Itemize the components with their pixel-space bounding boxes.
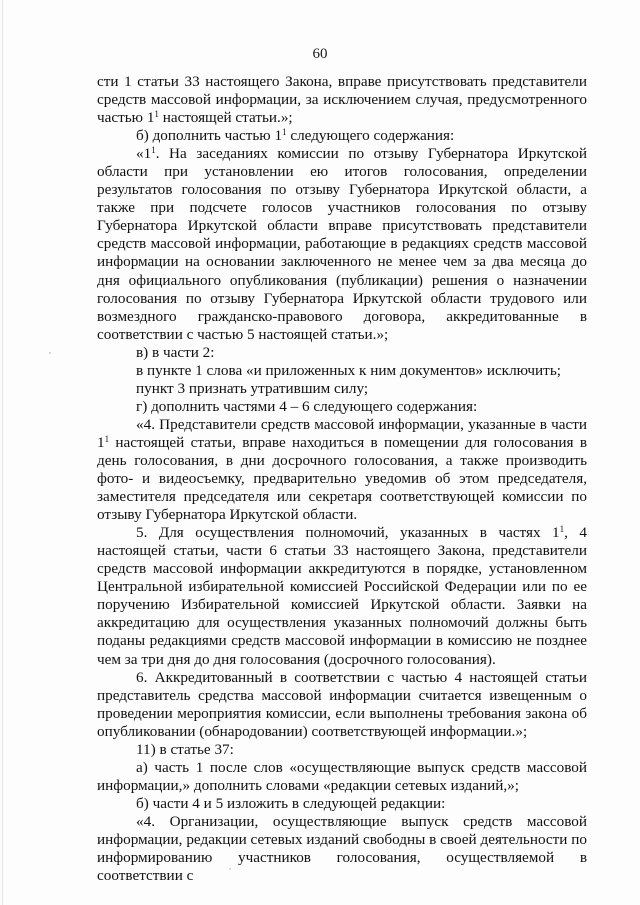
text-run: . На заседаниях комиссии по отзыву Губернатора Иркутской области при установлении ею итогов голосования, определении результатов голосования по отзыву Губернатора Иркутской области, а также при подсчете голосов участников голосования по отзыву Губернатора Иркутской области вправе присутствовать представители средств массовой информации, работающие в редакциях средств массовой информации на основании заключенного не менее чем за два месяца до дня официального опубликования (публикации) решения о назначении голосования по отзыву Губернатора Иркутской области трудового или возмездного гражданско-правового договора, аккредитованные в соответствии с частью 5 настоящей статьи.»;	[97, 145, 587, 343]
text-run: «1	[136, 145, 152, 163]
document-body	[97, 73, 587, 885]
paragraph	[97, 813, 587, 885]
paragraph	[97, 741, 587, 759]
text-run: «4. Организации, осуществляющие выпуск средств массовой информации, редакции сетевых изданий свободны в своей деятельности по информированию участников голосования, осуществляемой в соответствии с	[97, 812, 587, 885]
scan-speck	[49, 352, 51, 354]
paragraph	[97, 398, 587, 416]
text-run: «4. Представители средств массовой информации, указанные в части 1	[97, 415, 587, 451]
text-run: 5. Для осуществления полномочий, указанных в частях 1	[136, 524, 560, 542]
paragraph	[97, 669, 587, 741]
text-run: г) дополнить частями 4 – 6 следующего содержания:	[136, 397, 478, 415]
paragraph	[97, 759, 587, 795]
paragraph	[97, 344, 587, 362]
page-number: 60	[312, 46, 328, 62]
paragraph	[97, 524, 587, 668]
superscript: 1	[282, 127, 287, 138]
text-run: в пункте 1 слова «и приложенных к ним документов» исключить;	[136, 361, 561, 379]
superscript: 1	[151, 145, 156, 156]
paragraph	[97, 795, 587, 813]
paragraph	[97, 73, 587, 127]
paragraph	[97, 416, 587, 524]
text-run: сти 1 статьи 33 настоящего Закона, вправе присутствовать представители средств массовой информации, за исключением случая, предусмотренного частью 1	[97, 73, 587, 127]
superscript: 1	[104, 433, 110, 444]
superscript: 1	[154, 109, 159, 120]
text-run: , 4 настоящей статьи, части 6 статьи 33 настоящего Закона, представители средств массовой информации аккредитуются в порядке, установленном Центральной избирательной комиссией Российской Федерации или по ее поручению Избирательной комиссией Иркутской области. Заявки на аккредитацию для осуществления указанных полномочий должны быть поданы редакциями средств массовой информации в комиссию не позднее чем за три дня до дня голосования (досрочного голосования).	[97, 524, 587, 668]
text-run: б) дополнить частью 1	[136, 127, 283, 145]
text-run: пункт 3 признать утратившим силу;	[136, 379, 369, 397]
text-run: б) части 4 и 5 изложить в следующей редакции:	[136, 794, 446, 812]
paragraph	[97, 362, 587, 380]
text-run: настоящей статьи, вправе находиться в помещении для голосования в день голосования, в дни досрочного голосования, а также производить фото- и видеосъемку, предварительно уведомив об этом председателя, заместителя председателя или секретаря соответствующей комиссии по отзыву Губернатора Иркутской области.	[97, 433, 587, 524]
superscript: 1	[559, 524, 565, 535]
text-run: а) часть 1 после слов «осуществляющие выпуск средств массовой информации,» дополнить словами «редакции сетевых изданий,»;	[97, 758, 587, 794]
paragraph	[97, 127, 587, 145]
text-run: 11) в статье 37:	[136, 740, 234, 758]
paragraph	[97, 145, 587, 344]
text-run: 6. Аккредитованный в соответствии с частью 4 настоящей статьи представитель средства массовой информации считается извещенным о проведении мероприятия комиссии, если выполнены требования закона об опубликовании (обнародовании) соответствующей информации.»;	[97, 668, 587, 740]
text-run: следующего содержания:	[286, 127, 455, 145]
text-run: настоящей статьи.»;	[158, 109, 293, 127]
scan-edge-line	[2, 0, 3, 905]
paragraph	[97, 380, 587, 398]
text-run: в) в части 2:	[136, 343, 215, 361]
